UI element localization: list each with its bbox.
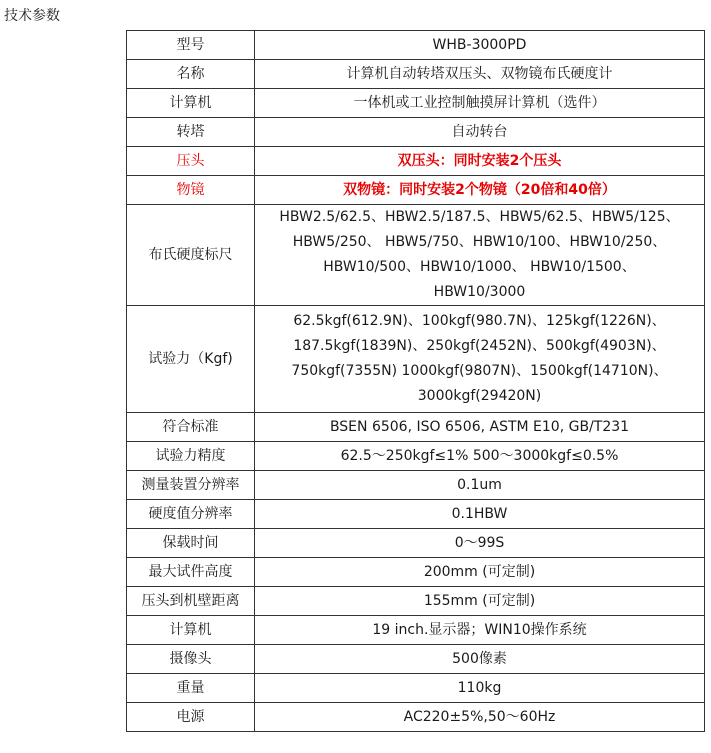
table-row <box>127 587 705 616</box>
row-value: 0～99S <box>255 529 705 558</box>
value-line: 187.5kgf(1839N)、250kgf(2452N)、500kgf(4903N)、 <box>293 338 666 354</box>
table-row <box>127 500 705 529</box>
row-value: 155mm (可定制) <box>255 587 705 616</box>
row-label: 测量装置分辨率 <box>127 471 255 500</box>
row-value: AC220±5%,50～60Hz <box>255 703 705 732</box>
table-row <box>127 31 705 60</box>
row-value: WHB-3000PD <box>255 31 705 60</box>
row-label: 硬度值分辨率 <box>127 500 255 529</box>
row-label: 试验力精度 <box>127 442 255 471</box>
table-row <box>127 306 705 413</box>
table-row <box>127 60 705 89</box>
table-row <box>127 616 705 645</box>
row-label: 型号 <box>127 31 255 60</box>
table-row <box>127 147 705 176</box>
row-label: 保载时间 <box>127 529 255 558</box>
value-line: 3000kgf(29420N) <box>417 388 542 404</box>
row-label: 摄像头 <box>127 645 255 674</box>
row-value: 200mm (可定制) <box>255 558 705 587</box>
row-label: 符合标准 <box>127 413 255 442</box>
row-value: 一体机或工业控制触摸屏计算机（选件） <box>255 89 705 118</box>
row-label: 压头到机壁距离 <box>127 587 255 616</box>
table-row <box>127 558 705 587</box>
row-label-highlight: 物镜 <box>127 176 255 205</box>
table-row <box>127 529 705 558</box>
value-line: HBW10/3000 <box>433 284 526 300</box>
row-value: 计算机自动转塔双压头、双物镜布氏硬度计 <box>255 60 705 89</box>
row-value: 62.5～250kgf≤1% 500～3000kgf≤0.5% <box>255 442 705 471</box>
table-row <box>127 703 705 732</box>
row-label: 布氏硬度标尺 <box>127 205 255 306</box>
row-value <box>255 306 705 413</box>
row-value: BSEN 6506, ISO 6506, ASTM E10, GB/T231 <box>255 413 705 442</box>
table-row <box>127 413 705 442</box>
row-label: 试验力（Kgf) <box>127 306 255 413</box>
value-line: 750kgf(7355N) 1000kgf(9807N)、1500kgf(14710N)、 <box>291 363 668 379</box>
row-value: 自动转台 <box>255 118 705 147</box>
value-line: 62.5kgf(612.9N)、100kgf(980.7N)、125kgf(1226N)、 <box>293 313 666 329</box>
table-row <box>127 205 705 306</box>
row-label-highlight: 压头 <box>127 147 255 176</box>
row-value-highlight: 双压头：同时安装2个压头 <box>255 147 705 176</box>
row-label: 计算机 <box>127 616 255 645</box>
row-value <box>255 205 705 306</box>
row-label: 计算机 <box>127 89 255 118</box>
table-row <box>127 471 705 500</box>
row-label: 名称 <box>127 60 255 89</box>
row-value: 0.1HBW <box>255 500 705 529</box>
spec-table <box>126 30 705 732</box>
value-line: HBW10/500、HBW10/1000、 HBW10/1500、 <box>323 259 636 275</box>
table-row <box>127 118 705 147</box>
row-value: 0.1um <box>255 471 705 500</box>
table-row <box>127 645 705 674</box>
value-line: HBW5/250、 HBW5/750、HBW10/100、HBW10/250、 <box>292 234 667 250</box>
table-row <box>127 176 705 205</box>
table-row <box>127 674 705 703</box>
value-line: HBW2.5/62.5、HBW2.5/187.5、HBW5/62.5、HBW5/125、 <box>279 209 680 225</box>
row-value: 110kg <box>255 674 705 703</box>
page-title: 技术参数 <box>4 8 60 24</box>
table-row <box>127 89 705 118</box>
table-row <box>127 442 705 471</box>
row-value: 19 inch.显示器；WIN10操作系统 <box>255 616 705 645</box>
row-label: 电源 <box>127 703 255 732</box>
row-label: 重量 <box>127 674 255 703</box>
row-value: 500像素 <box>255 645 705 674</box>
row-value-highlight: 双物镜：同时安装2个物镜（20倍和40倍） <box>255 176 705 205</box>
row-label: 转塔 <box>127 118 255 147</box>
row-label: 最大试件高度 <box>127 558 255 587</box>
